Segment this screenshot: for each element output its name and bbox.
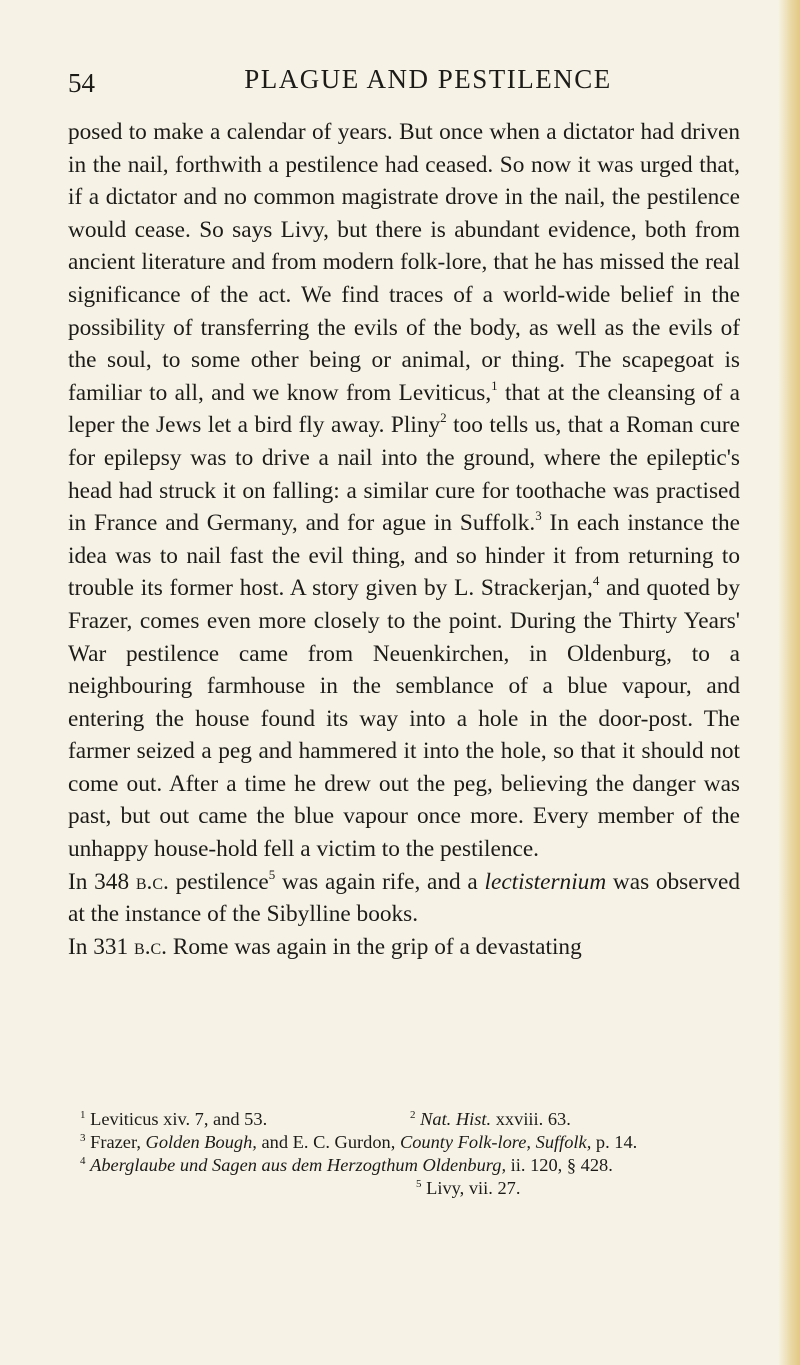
footnote-4 xyxy=(68,1154,740,1177)
footnote-italic: Aberglaube und Sagen aus dem Herzogthum Oldenburg, xyxy=(90,1155,507,1175)
text-run: was again rife, and a xyxy=(275,868,485,895)
footnote-mark: 4 xyxy=(80,1155,86,1167)
footnote-text: and E. C. Gurdon, xyxy=(256,1132,400,1152)
page-header xyxy=(68,62,748,98)
footnote-ref-1[interactable]: 1 xyxy=(491,377,498,393)
footnote-text: p. 14. xyxy=(591,1132,638,1152)
footnote-ref-3[interactable]: 3 xyxy=(535,508,542,524)
footnote-text: xxviii. 63. xyxy=(491,1109,571,1129)
text-run: was observed at the instance of the Sibylline books. xyxy=(68,868,740,928)
footnote-ref-4[interactable]: 4 xyxy=(592,573,600,589)
text-run: and quoted by Frazer, comes even more closely to the point. During the Thirty Years' War pestilence came from Neuenkirchen, in Oldenburg, to a neighbouring farmhouse in the semblance of a blue vapour, and entering the house found its way into a hole in the door-post. The farmer seized a peg and hammered it into the hole, so that it should not come out. After a time he drew out the peg, believing the danger was past, but out came the blue vapour once more. Every member of the unhappy house-hold fell a victim to the pestilence. xyxy=(68,575,740,863)
footnote-1 xyxy=(68,1108,410,1131)
era-abbrev: b.c. xyxy=(135,868,169,895)
footnotes xyxy=(68,1108,740,1200)
footnote-row xyxy=(68,1108,740,1131)
footnote-italic: County Folk-lore, Suffolk, xyxy=(399,1132,592,1152)
footnote-mark: 2 xyxy=(410,1109,416,1121)
footnote-italic: Golden Bough, xyxy=(145,1132,257,1152)
text-run: too tells us, that a Roman cure for epilepsy was to drive a nail into the ground, where the epileptic's head had struck it on falling: a similar cure for toothache was practised in France and Germany, and for ague in Suffolk. xyxy=(68,412,741,537)
text-run: posed to make a calendar of years. But once when a dictator had driven in the nail, forthwith a pestilence had ceased. So now it was urged that, if a dictator and no common magistrate drove in the nail, the pestilence would cease. So says Livy, but there is abundant evidence, both from ancient literature and from modern folk-lore, that he has missed the real significance of the act. We find traces of a world-wide belief in the possibility of transferring the evils of the body, as well as the evils of the soul, to some other being or animal, or thing. The scapegoat is familiar to all, and we know from Leviticus, xyxy=(68,119,740,406)
footnote-mark: 3 xyxy=(80,1132,86,1144)
footnote-3 xyxy=(68,1131,740,1154)
footnote-text: Frazer, xyxy=(90,1132,146,1152)
era-abbrev: b.c. xyxy=(134,933,168,960)
text-run: that at the cleansing of a leper the Jews let a bird fly away. Pliny xyxy=(68,379,740,439)
page-number: 54 xyxy=(68,68,95,98)
footnote-italic: Nat. Hist. xyxy=(420,1109,492,1129)
paragraph xyxy=(68,866,740,931)
paragraph xyxy=(68,931,740,964)
running-title: PLAGUE AND PESTILENCE xyxy=(244,64,612,94)
body-text xyxy=(68,116,740,963)
text-run: In each instance the idea was to nail fast the evil thing, and so hinder it from returning to trouble its former host. A story given by L. Strackerjan, xyxy=(68,510,741,602)
footnote-ref-2[interactable]: 2 xyxy=(440,410,447,426)
footnote-text: Leviticus xiv. 7, and 53. xyxy=(90,1109,268,1129)
text-run: In 348 xyxy=(68,868,136,895)
paragraph xyxy=(68,116,740,866)
footnote-5 xyxy=(68,1177,740,1200)
text-run: Rome was again in the grip of a devastating xyxy=(167,933,582,960)
footnote-ref-5[interactable]: 5 xyxy=(268,866,276,882)
italic-term: lectisternium xyxy=(484,868,607,895)
text-run: pestilence xyxy=(168,868,269,895)
footnote-mark: 1 xyxy=(80,1109,86,1121)
text-run: In 331 xyxy=(68,933,135,960)
footnote-2 xyxy=(410,1108,740,1131)
footnote-text: ii. 120, § 428. xyxy=(506,1155,613,1175)
footnote-text: Livy, vii. 27. xyxy=(426,1178,521,1198)
page-edge xyxy=(778,0,800,1365)
footnote-mark: 5 xyxy=(416,1178,422,1190)
